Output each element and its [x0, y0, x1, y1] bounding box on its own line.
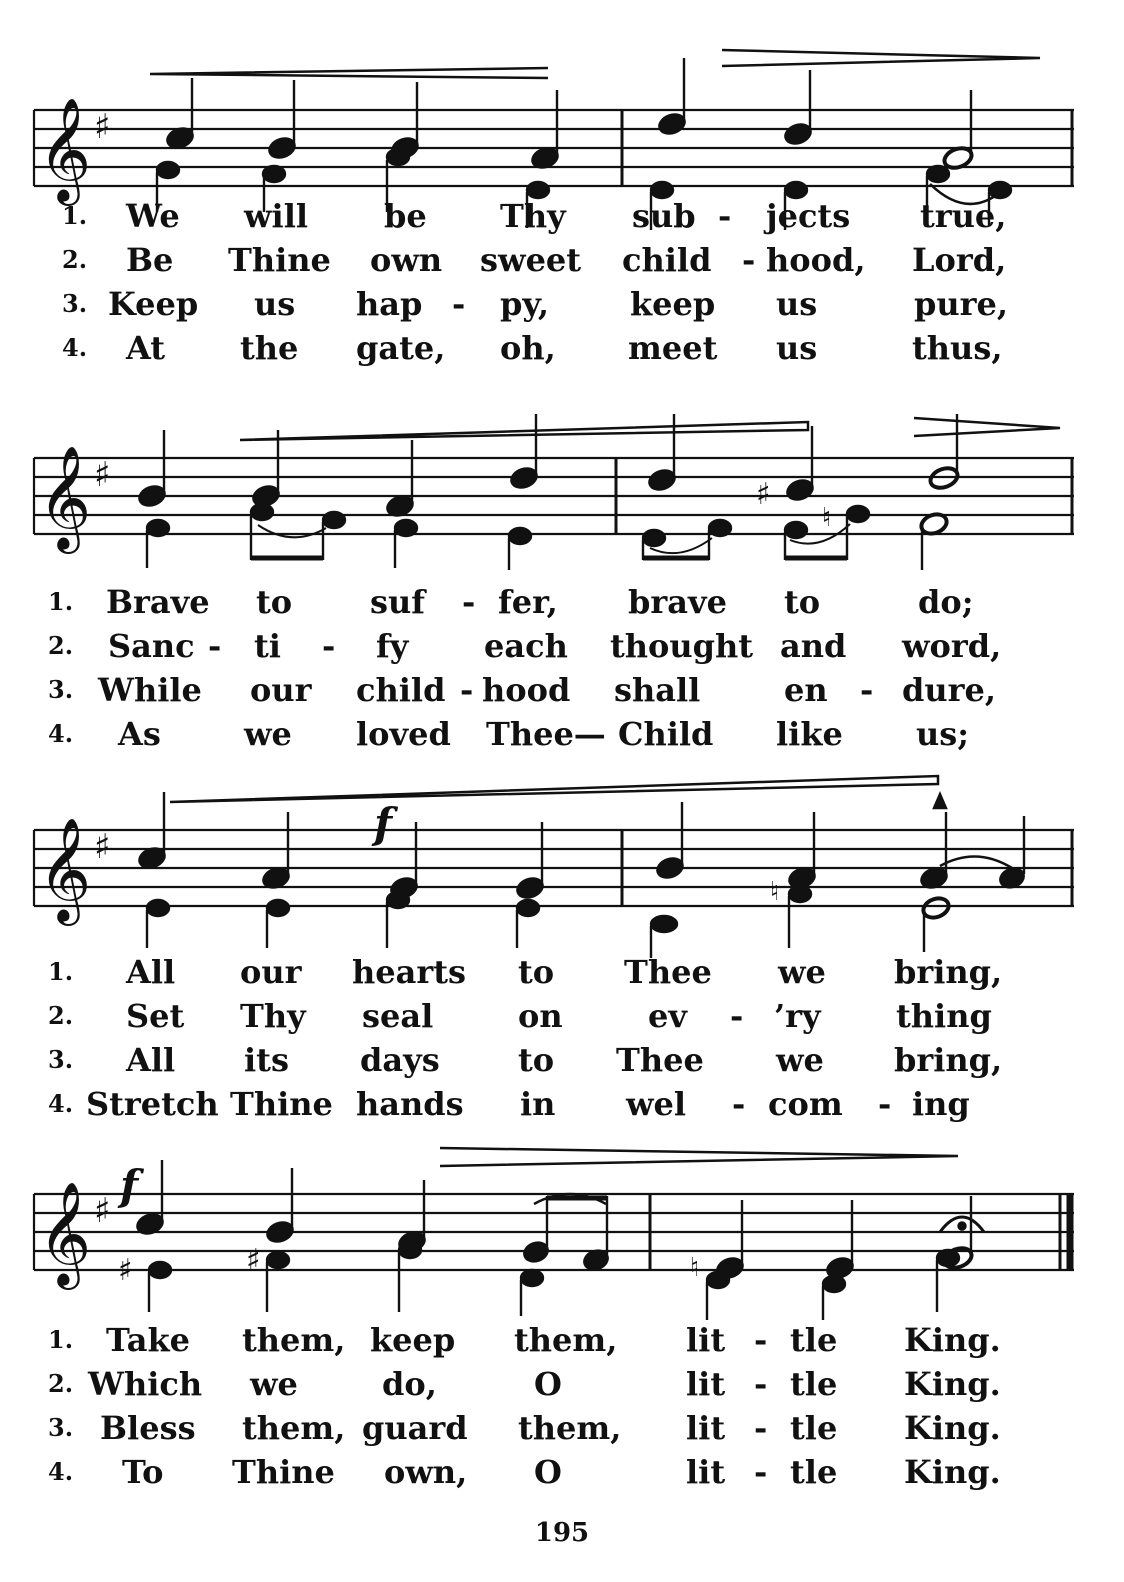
lyric-syllable: Thine — [232, 1453, 335, 1491]
verse-number: 1. — [48, 1325, 74, 1354]
svg-text:𝄞: 𝄞 — [38, 817, 92, 922]
lyric-syllable: Be — [126, 241, 174, 279]
lyric-syllable: O — [534, 1365, 562, 1403]
lyric-hyphen: - — [452, 285, 466, 323]
lyric-syllable: days — [360, 1041, 440, 1079]
lyric-hyphen: - — [322, 627, 336, 665]
lyric-syllable: its — [244, 1041, 289, 1079]
lyric-syllable: each — [484, 627, 568, 665]
music-staff-system-2 — [0, 400, 1124, 590]
lyric-hyphen: - — [754, 1365, 768, 1403]
lyric-syllable: them, — [518, 1409, 622, 1447]
lyric-syllable: to — [784, 583, 821, 621]
svg-text:𝄞: 𝄞 — [38, 1181, 92, 1286]
lyric-syllable: pure, — [914, 285, 1008, 323]
lyric-syllable: our — [240, 953, 302, 991]
lyric-syllable: do, — [382, 1365, 437, 1403]
lyric-syllable: Child — [618, 715, 714, 753]
lyric-syllable: hood — [482, 671, 571, 709]
lyric-hyphen: - — [860, 671, 874, 709]
lyric-syllable: Keep — [108, 285, 199, 323]
lyric-hyphen: - — [878, 1085, 892, 1123]
lyric-syllable: Take — [106, 1321, 191, 1359]
svg-text:♮: ♮ — [822, 503, 832, 533]
lyric-syllable: Which — [88, 1365, 203, 1403]
lyric-syllable: them, — [242, 1409, 346, 1447]
lyric-syllable: child — [356, 671, 446, 709]
lyric-syllable: our — [250, 671, 312, 709]
lyric-syllable: King. — [904, 1365, 1001, 1403]
verse-number: 3. — [48, 1413, 74, 1442]
lyric-syllable: on — [518, 997, 563, 1035]
lyric-syllable: Brave — [106, 583, 210, 621]
lyric-syllable: King. — [904, 1321, 1001, 1359]
lyric-syllable: Bless — [100, 1409, 196, 1447]
lyric-syllable: keep — [630, 285, 716, 323]
forte-mark: f — [374, 799, 393, 848]
lyric-syllable: true, — [920, 197, 1007, 235]
svg-text:♯: ♯ — [94, 827, 111, 867]
verse-number: 2. — [48, 1001, 74, 1030]
lyric-syllable: sub — [632, 197, 696, 235]
lyric-syllable: While — [98, 671, 202, 709]
lyric-hyphen: - — [462, 583, 476, 621]
lyric-syllable: suf — [370, 583, 426, 621]
lyric-syllable: Thine — [230, 1085, 333, 1123]
lyric-syllable: us — [776, 285, 818, 323]
lyric-syllable: py, — [500, 285, 550, 323]
lyric-syllable: them, — [514, 1321, 618, 1359]
lyric-syllable: ’ry — [774, 997, 821, 1035]
lyric-syllable: King. — [904, 1453, 1001, 1491]
forte-mark: f — [120, 1161, 139, 1210]
verse-number: 1. — [62, 201, 88, 230]
lyric-syllable: thing — [896, 997, 992, 1035]
lyric-syllable: gate, — [356, 329, 446, 367]
lyric-syllable: us; — [916, 715, 970, 753]
lyric-syllable: brave — [628, 583, 727, 621]
lyric-syllable: All — [126, 953, 176, 991]
lyric-syllable: fer, — [498, 583, 558, 621]
music-staff-system-4 — [0, 1140, 1124, 1330]
verse-number: 2. — [62, 245, 88, 274]
svg-text:♮: ♮ — [770, 877, 780, 907]
lyric-syllable: shall — [614, 671, 701, 709]
lyric-syllable: sweet — [480, 241, 582, 279]
lyric-syllable: fy — [376, 627, 409, 665]
svg-text:♮: ♮ — [690, 1253, 700, 1283]
lyric-syllable: like — [776, 715, 843, 753]
verse-number: 3. — [48, 675, 74, 704]
lyric-syllable: to — [256, 583, 293, 621]
lyric-syllable: ti — [254, 627, 281, 665]
lyric-hyphen: - — [754, 1321, 768, 1359]
svg-text:♯: ♯ — [246, 1243, 261, 1278]
lyric-syllable: hap — [356, 285, 423, 323]
lyric-syllable: tle — [790, 1453, 838, 1491]
lyric-syllable: be — [384, 197, 427, 235]
lyric-syllable: thus, — [912, 329, 1003, 367]
lyric-hyphen: - — [754, 1409, 768, 1447]
verse-number: 2. — [48, 631, 74, 660]
lyric-syllable: tle — [790, 1409, 838, 1447]
verse-number: 4. — [48, 1457, 74, 1486]
lyric-syllable: to — [518, 1041, 555, 1079]
lyric-hyphen: - — [718, 197, 732, 235]
lyric-syllable: keep — [370, 1321, 456, 1359]
lyric-hyphen: - — [742, 241, 756, 279]
lyric-syllable: own, — [384, 1453, 468, 1491]
lyric-syllable: dure, — [902, 671, 996, 709]
lyric-syllable: thought — [610, 627, 754, 665]
lyric-syllable: Lord, — [912, 241, 1007, 279]
lyric-syllable: in — [520, 1085, 556, 1123]
lyric-syllable: we — [778, 953, 826, 991]
lyric-syllable: tle — [790, 1321, 838, 1359]
page-number: 195 — [534, 1518, 590, 1548]
music-staff-system-1 — [0, 30, 1124, 220]
svg-text:𝄞: 𝄞 — [38, 97, 92, 202]
lyric-syllable: and — [780, 627, 847, 665]
lyric-syllable: Thee— — [486, 715, 606, 753]
lyric-syllable: jects — [766, 197, 851, 235]
lyric-syllable: Thee — [616, 1041, 704, 1079]
verse-number: 3. — [62, 289, 88, 318]
verse-number: 3. — [48, 1045, 74, 1074]
lyric-hyphen: - — [730, 997, 744, 1035]
svg-text:♯: ♯ — [94, 455, 111, 495]
lyric-syllable: lit — [686, 1365, 726, 1403]
lyric-syllable: Thy — [240, 997, 306, 1035]
lyric-hyphen: - — [208, 627, 222, 665]
lyric-syllable: lit — [686, 1409, 726, 1447]
lyric-syllable: en — [784, 671, 828, 709]
lyric-syllable: we — [250, 1365, 298, 1403]
lyric-syllable: com — [768, 1085, 843, 1123]
lyric-syllable: Set — [126, 997, 185, 1035]
svg-text:♯: ♯ — [94, 1191, 111, 1231]
lyric-syllable: them, — [242, 1321, 346, 1359]
lyric-syllable: lit — [686, 1321, 726, 1359]
lyric-syllable: hands — [356, 1085, 464, 1123]
lyric-syllable: hearts — [352, 953, 467, 991]
lyric-syllable: we — [776, 1041, 824, 1079]
lyric-syllable: we — [244, 715, 292, 753]
verse-number: 4. — [48, 719, 74, 748]
lyric-syllable: to — [518, 953, 555, 991]
lyric-syllable: Thine — [228, 241, 331, 279]
lyric-syllable: ing — [912, 1085, 970, 1123]
lyric-syllable: do; — [918, 583, 974, 621]
svg-text:𝄞: 𝄞 — [38, 445, 92, 550]
lyric-syllable: O — [534, 1453, 562, 1491]
lyric-hyphen: - — [754, 1453, 768, 1491]
lyric-syllable: King. — [904, 1409, 1001, 1447]
lyric-syllable: oh, — [500, 329, 556, 367]
lyric-hyphen: - — [460, 671, 474, 709]
lyric-syllable: ev — [648, 997, 687, 1035]
lyric-syllable: We — [126, 197, 180, 235]
lyric-syllable: Sanc — [108, 627, 195, 665]
music-staff-system-3 — [0, 772, 1124, 962]
lyric-syllable: At — [126, 329, 166, 367]
lyric-syllable: us — [776, 329, 818, 367]
lyric-syllable: Thee — [624, 953, 712, 991]
lyric-syllable: child — [622, 241, 712, 279]
lyric-syllable: tle — [790, 1365, 838, 1403]
lyric-syllable: All — [126, 1041, 176, 1079]
verse-number: 1. — [48, 587, 74, 616]
lyric-syllable: bring, — [894, 953, 1003, 991]
lyric-syllable: To — [122, 1453, 164, 1491]
lyric-syllable: Stretch — [86, 1085, 219, 1123]
lyric-syllable: us — [254, 285, 296, 323]
lyric-syllable: Thy — [500, 197, 566, 235]
lyric-syllable: meet — [628, 329, 718, 367]
lyric-hyphen: - — [732, 1085, 746, 1123]
lyric-syllable: As — [118, 715, 161, 753]
verse-number: 1. — [48, 957, 74, 986]
svg-text:♯: ♯ — [118, 1253, 133, 1288]
lyric-syllable: will — [244, 197, 309, 235]
lyric-syllable: loved — [356, 715, 451, 753]
lyric-syllable: guard — [362, 1409, 468, 1447]
lyric-syllable: hood, — [766, 241, 866, 279]
lyric-syllable: seal — [362, 997, 434, 1035]
svg-text:♯: ♯ — [94, 107, 111, 147]
verse-number: 2. — [48, 1369, 74, 1398]
lyric-syllable: the — [240, 329, 299, 367]
lyric-syllable: wel — [626, 1085, 687, 1123]
lyric-syllable: own — [370, 241, 443, 279]
verse-number: 4. — [48, 1089, 74, 1118]
verse-number: 4. — [62, 333, 88, 362]
svg-text:♯: ♯ — [756, 477, 771, 512]
lyric-syllable: word, — [902, 627, 1002, 665]
lyric-syllable: lit — [686, 1453, 726, 1491]
lyric-syllable: bring, — [894, 1041, 1003, 1079]
